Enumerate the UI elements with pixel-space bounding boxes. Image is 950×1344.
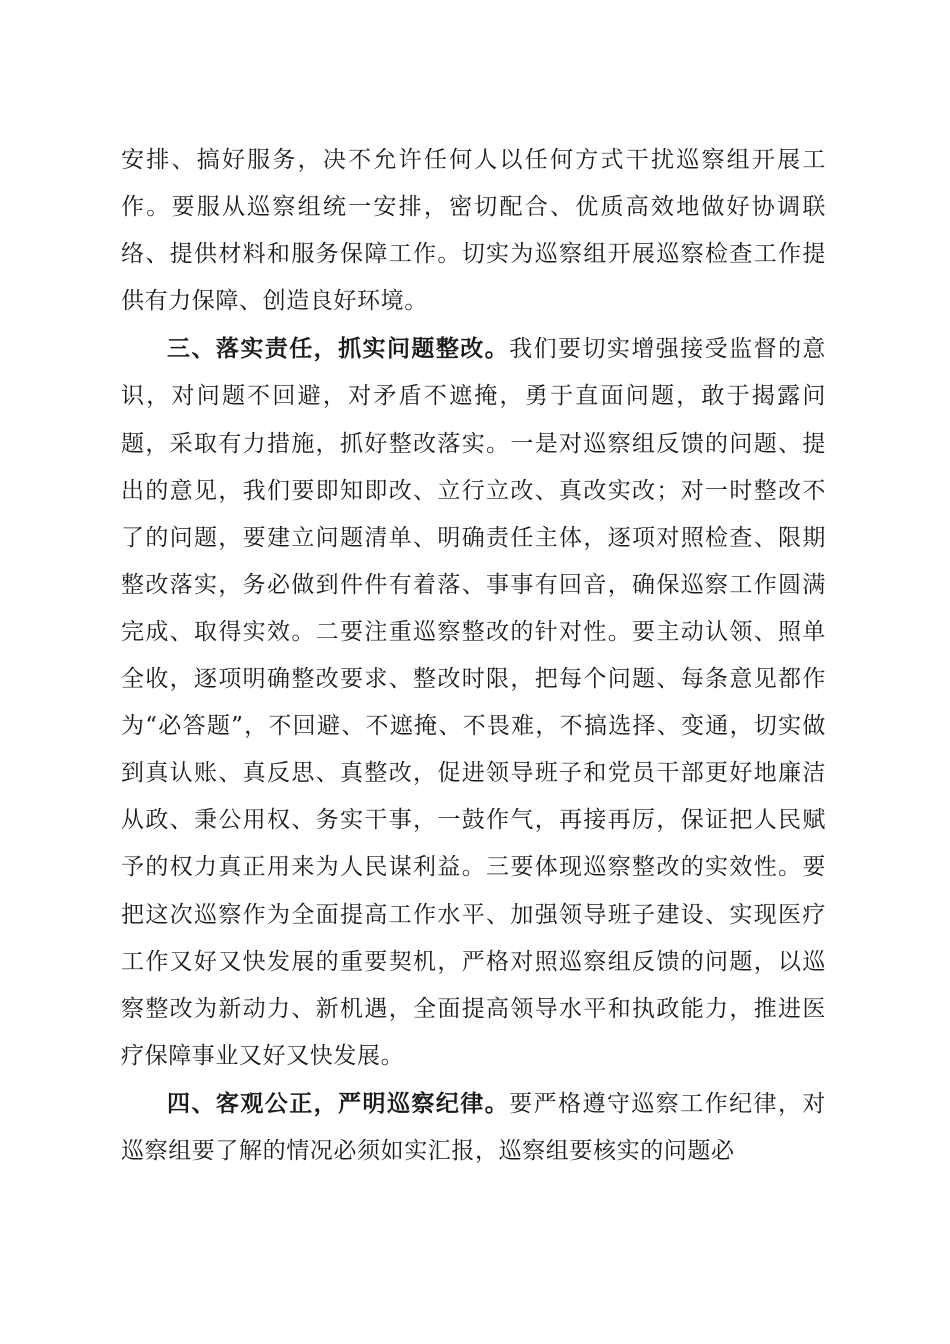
document-body xyxy=(121,137,826,1175)
paragraph-text: 安排、搞好服务，决不允许任何人以任何方式干扰巡察组开展工作。要服从巡察组统一安排，密切配合、优质高效地做好协调联络、提供材料和服务保障工作。切实为巡察组开展巡察检查工作提供有力保障、创造良好环境。 xyxy=(121,147,826,315)
paragraph-text: 我们要切实增强接受监督的意识，对问题不回避，对矛盾不遮掩，勇于直面问题，敢于揭露问题，采取有力措施，抓好整改落实。一是对巡察组反馈的问题、提出的意见，我们要即知即改、立行立改、真改实改；对一时整改不了的问题，要建立问题清单、明确责任主体，逐项对照检查、限期整改落实，务必做到件件有着落、事事有回音，确保巡察工作圆满完成、取得实效。二要注重巡察整改的针对性。要主动认领、照单全收，逐项明确整改要求、整改时限，把每个问题、每条意见都作为“必答题”，不回避、不遮掩、不畏难，不搞选择、变通，切实做到真认账、真反思、真整改，促进领导班子和党员干部更好地廉洁从政、秉公用权、务实干事，一鼓作气，再接再厉，保证把人民赋予的权力真正用来为人民谋利益。三要体现巡察整改的实效性。要把这次巡察作为全面提高工作水平、加强领导班子建设、实现医疗工作又好又快发展的重要契机，严格对照巡察组反馈的问题，以巡察整改为新动力、新机遇，全面提高领导水平和执政能力，推进医疗保障事业又好又快发展。 xyxy=(121,336,826,1069)
section-heading: 三、落实责任，抓实问题整改。 xyxy=(167,335,510,363)
section-heading: 四、客观公正，严明巡察纪律。 xyxy=(167,1089,510,1117)
paragraph-section-three xyxy=(121,325,826,1080)
paragraph-section-four xyxy=(121,1080,826,1175)
paragraph-text: 要严格遵守巡察工作纪律，对巡察组要了解的情况必须如实汇报，巡察组要核实的问题必 xyxy=(121,1090,826,1164)
paragraph-continuation xyxy=(121,137,826,325)
